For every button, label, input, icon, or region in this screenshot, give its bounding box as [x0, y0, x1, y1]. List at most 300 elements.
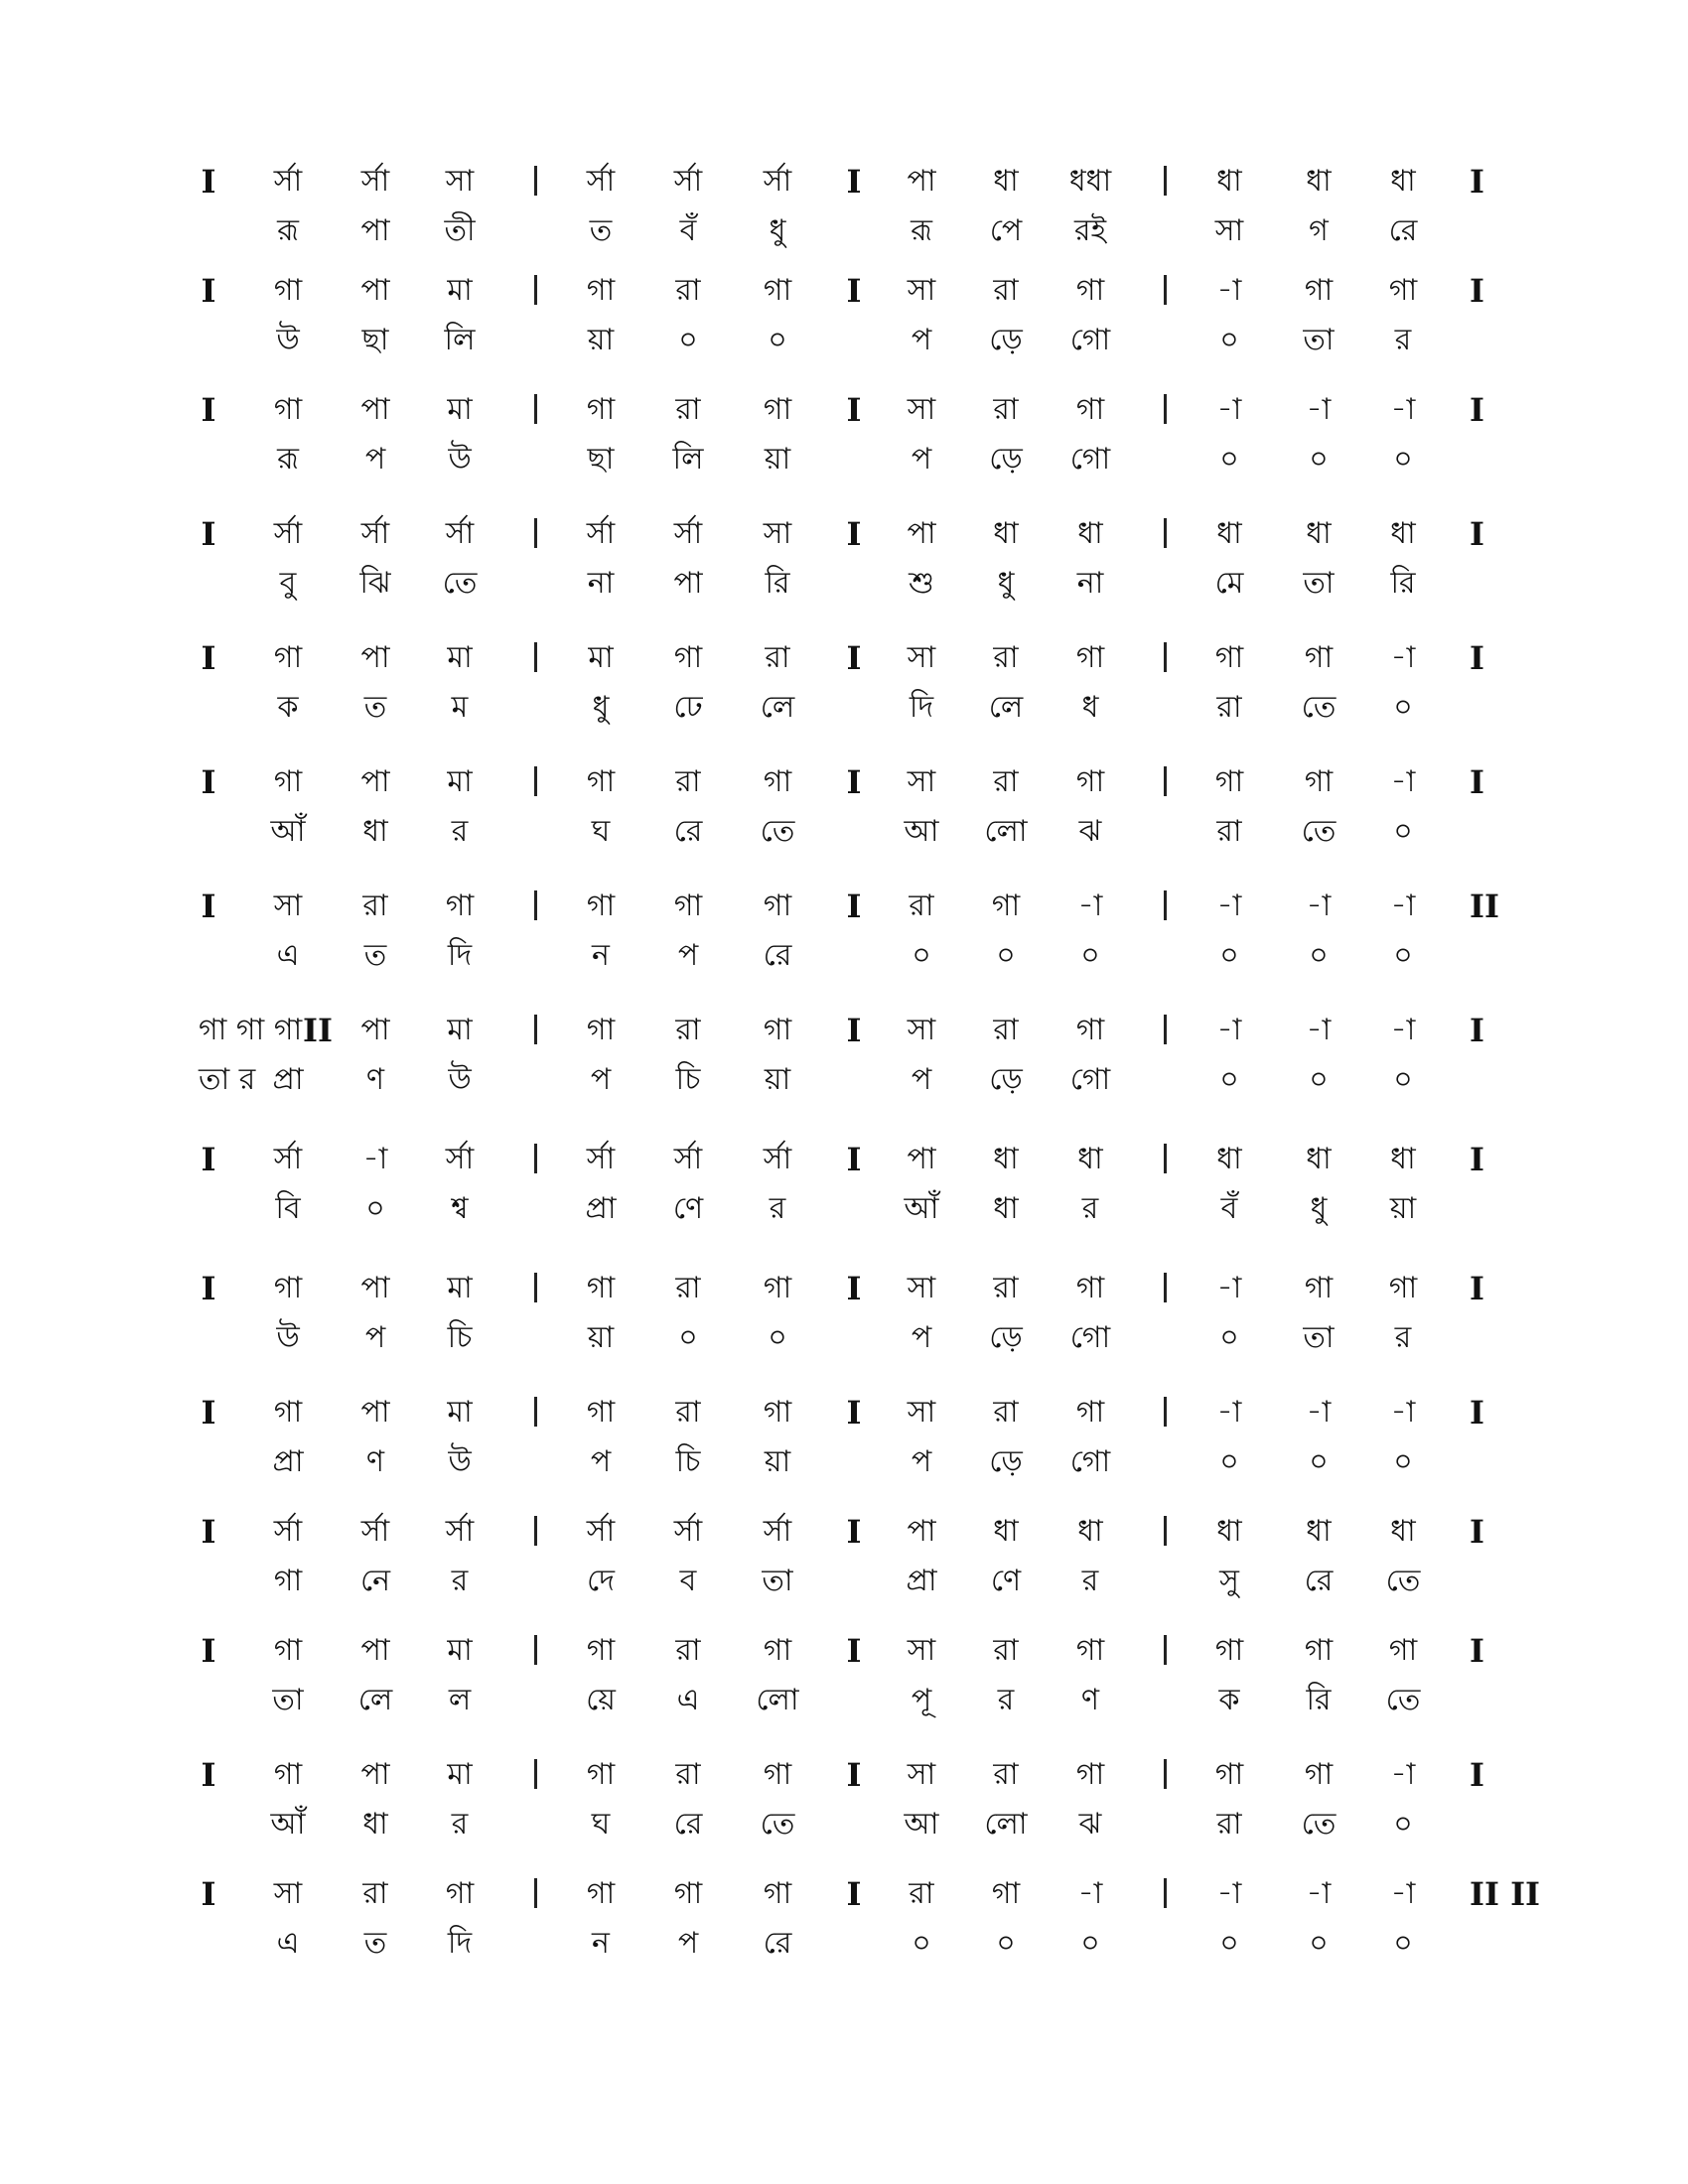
lyric-syllable: পূ	[911, 1683, 932, 1717]
swara-note: -া	[1216, 273, 1242, 308]
lyric-syllable: ণ	[365, 1062, 385, 1097]
lyric-syllable: চি	[675, 1062, 701, 1097]
lyric-syllable: তা	[1303, 323, 1335, 357]
section-mark: I	[846, 1141, 862, 1178]
notation-row	[0, 1142, 1688, 1251]
swara-note: গা	[673, 1876, 703, 1911]
notation-row	[0, 1876, 1688, 1985]
swara-note: ধা	[993, 1514, 1019, 1549]
lyric-syllable: মে	[1214, 566, 1244, 601]
lyric-syllable: প	[590, 1062, 612, 1097]
bar-divider	[1164, 1397, 1167, 1427]
lyric-syllable: শু	[909, 566, 934, 601]
lyric-syllable: না	[587, 566, 615, 601]
swara-note: র্সা	[273, 516, 303, 551]
lyric-syllable: আঁ	[270, 814, 306, 849]
swara-note: গা	[1075, 273, 1105, 308]
end-barline: I	[1470, 515, 1484, 553]
lyric-syllable: ০	[1393, 1062, 1413, 1097]
start-barline: II	[303, 1012, 333, 1049]
swara-note: গা	[586, 888, 616, 923]
bar-divider	[534, 1273, 537, 1302]
lyric-syllable: রে	[763, 1926, 792, 1961]
lyric-syllable: দে	[587, 1564, 615, 1598]
swara-note: -া	[1216, 1013, 1242, 1047]
bar-divider	[1164, 394, 1167, 424]
swara-note: সা	[907, 1757, 936, 1792]
notation-row	[0, 764, 1688, 874]
lyric-syllable: প্রা	[272, 1062, 304, 1097]
swara-note: গা	[1214, 764, 1244, 799]
swara-note: গা	[763, 1395, 792, 1430]
bar-divider	[1164, 1635, 1167, 1665]
lyric-syllable: ০	[1219, 1926, 1239, 1961]
swara-note: পা	[907, 1142, 936, 1176]
lyric-syllable: ০	[1393, 442, 1413, 477]
swara-note: গা	[586, 273, 616, 308]
swara-note: -া	[1306, 1395, 1332, 1430]
swara-note: ধা	[1216, 164, 1242, 199]
prefix-lyric: তা র	[199, 1062, 256, 1097]
swara-note: গা	[763, 392, 792, 427]
lyric-syllable: রি	[1306, 1683, 1332, 1717]
swara-note: গা	[1388, 1271, 1418, 1305]
swara-note: -া	[1077, 888, 1103, 923]
bar-divider	[534, 518, 537, 548]
lyric-syllable: য়া	[764, 1062, 791, 1097]
lyric-syllable: উ	[448, 1444, 472, 1479]
lyric-syllable: র	[451, 1807, 469, 1842]
swara-note: গা	[1304, 1271, 1334, 1305]
swara-note: গা	[1214, 1757, 1244, 1792]
end-barline: I	[1470, 639, 1484, 677]
lyric-syllable: ০	[768, 323, 787, 357]
lyric-syllable: য়া	[764, 442, 791, 477]
swara-note: সা	[907, 273, 936, 308]
section-mark: I	[846, 1012, 862, 1049]
lyric-syllable: ধা	[362, 814, 388, 849]
lyric-syllable: তে	[1301, 814, 1336, 849]
lyric-syllable: ধু	[769, 213, 786, 248]
lyric-syllable: ম	[451, 690, 469, 725]
swara-note: র্সা	[445, 1514, 475, 1549]
notation-row	[0, 1514, 1688, 1623]
lyric-syllable: ০	[1219, 1444, 1239, 1479]
swara-note: পা	[360, 1013, 390, 1047]
lyric-syllable: রূ	[911, 213, 932, 248]
swara-note: মা	[447, 273, 473, 308]
swara-note: গা	[1075, 1757, 1105, 1792]
lyric-syllable: ০	[1309, 938, 1329, 973]
swara-note: পা	[360, 392, 390, 427]
swara-note: রা	[675, 764, 701, 799]
bar-divider	[1164, 890, 1167, 920]
lyric-syllable: ত	[589, 213, 613, 248]
start-barline: I	[201, 391, 216, 429]
swara-note: গা	[586, 1633, 616, 1668]
end-barline: I	[1470, 1394, 1484, 1432]
swara-note: পা	[360, 273, 390, 308]
lyric-syllable: তে	[1301, 1807, 1336, 1842]
end-barline: I	[1470, 391, 1484, 429]
swara-note: গা	[1388, 1633, 1418, 1668]
lyric-syllable: ব	[679, 1564, 697, 1598]
swara-note: গা	[1075, 1395, 1105, 1430]
end-barline: I	[1470, 1012, 1484, 1049]
bar-divider	[1164, 642, 1167, 672]
start-barline: I	[201, 1141, 216, 1178]
swara-note: রা	[675, 1013, 701, 1047]
section-mark: I	[846, 1632, 862, 1670]
swara-note: মা	[447, 1395, 473, 1430]
swara-note: পা	[360, 1757, 390, 1792]
lyric-syllable: তে	[1301, 690, 1336, 725]
swara-note: র্সা	[673, 516, 703, 551]
swara-note: -া	[1216, 1271, 1242, 1305]
lyric-syllable: ড়ে	[989, 1444, 1023, 1479]
lyric-syllable: গো	[1069, 1320, 1111, 1355]
swara-note: ধা	[1077, 1142, 1103, 1176]
lyric-syllable: রে	[673, 814, 703, 849]
swara-note: গা	[1388, 273, 1418, 308]
bar-divider	[534, 275, 537, 305]
swara-note: -া	[1390, 392, 1416, 427]
end-barline: I	[1470, 763, 1484, 801]
swara-note: গা	[673, 888, 703, 923]
notation-row	[0, 1271, 1688, 1380]
swara-note: ধা	[1077, 1514, 1103, 1549]
swara-note: গা	[991, 888, 1021, 923]
lyric-syllable: ০	[1393, 1807, 1413, 1842]
swara-note: মা	[588, 640, 614, 675]
bar-divider	[534, 1878, 537, 1908]
swara-note: গা	[763, 1271, 792, 1305]
notation-row	[0, 640, 1688, 750]
swara-note: র্সা	[763, 1514, 792, 1549]
lyric-syllable: য়া	[587, 1320, 615, 1355]
lyric-syllable: ঝ	[1078, 814, 1102, 849]
swara-note: -া	[1216, 392, 1242, 427]
lyric-syllable: ০	[1080, 1926, 1100, 1961]
lyric-syllable: ঝি	[359, 566, 391, 601]
bar-divider	[534, 166, 537, 196]
lyric-syllable: ০	[365, 1191, 385, 1226]
swara-note: পা	[907, 1514, 936, 1549]
swara-note: রা	[362, 888, 388, 923]
lyric-syllable: পা	[360, 213, 390, 248]
lyric-syllable: রি	[765, 566, 790, 601]
lyric-syllable: ঝ	[1078, 1807, 1102, 1842]
notation-row	[0, 1395, 1688, 1504]
bar-divider	[534, 1144, 537, 1173]
swara-note: সা	[445, 164, 475, 199]
lyric-syllable: ০	[1219, 1062, 1239, 1097]
swara-note: ধা	[1077, 516, 1103, 551]
swara-note: গা	[586, 764, 616, 799]
swara-note: গা	[586, 1757, 616, 1792]
lyric-syllable: তে	[1385, 1564, 1421, 1598]
lyric-syllable: প্রা	[585, 1191, 617, 1226]
lyric-syllable: র	[451, 1564, 469, 1598]
swara-note: সা	[907, 1633, 936, 1668]
lyric-syllable: ০	[1080, 938, 1100, 973]
swara-note: গা	[1214, 640, 1244, 675]
swara-note: সা	[907, 640, 936, 675]
lyric-syllable: সু	[1219, 1564, 1239, 1598]
swara-note: গা	[1075, 1271, 1105, 1305]
swara-note: সা	[907, 1271, 936, 1305]
lyric-syllable: পা	[673, 566, 703, 601]
swara-note: গা	[586, 1013, 616, 1047]
section-mark: I	[846, 163, 862, 201]
lyric-syllable: তা	[1303, 1320, 1335, 1355]
end-barline: I	[1470, 1141, 1484, 1178]
start-barline: I	[201, 515, 216, 553]
lyric-syllable: য়ে	[586, 1683, 616, 1717]
swara-note: রা	[765, 640, 790, 675]
lyric-syllable: ত	[363, 1926, 387, 1961]
swara-note: রা	[909, 888, 934, 923]
bar-divider	[534, 642, 537, 672]
swara-note: মা	[447, 764, 473, 799]
start-barline: I	[201, 1394, 216, 1432]
bar-divider	[1164, 1878, 1167, 1908]
notation-row	[0, 164, 1688, 273]
swara-note: -া	[1390, 1395, 1416, 1430]
bar-divider	[1164, 1273, 1167, 1302]
lyric-syllable: ০	[1393, 1926, 1413, 1961]
lyric-syllable: না	[1076, 566, 1104, 601]
lyric-syllable: লে	[988, 690, 1024, 725]
bar-divider	[1164, 1759, 1167, 1789]
lyric-syllable: প	[677, 1926, 699, 1961]
lyric-syllable: ০	[678, 1320, 698, 1355]
swara-note: রা	[675, 1395, 701, 1430]
lyric-syllable: প	[364, 1320, 386, 1355]
notation-row	[0, 1757, 1688, 1866]
lyric-syllable: তা	[272, 1683, 304, 1717]
lyric-syllable: তে	[760, 1807, 795, 1842]
lyric-syllable: য়া	[764, 1444, 791, 1479]
section-mark: I	[846, 1270, 862, 1307]
lyric-syllable: র	[769, 1191, 786, 1226]
swara-note: সা	[907, 1013, 936, 1047]
swara-note: ধা	[1390, 1514, 1416, 1549]
swara-note: -া	[1216, 1876, 1242, 1911]
lyric-syllable: বঁ	[679, 213, 697, 248]
notation-row	[0, 516, 1688, 625]
swara-note: সা	[907, 764, 936, 799]
bar-divider	[1164, 766, 1167, 796]
lyric-syllable: লো	[756, 1683, 799, 1717]
swara-note: র্সা	[445, 1142, 475, 1176]
lyric-syllable: লে	[760, 690, 795, 725]
bar-divider	[534, 1635, 537, 1665]
start-barline: I	[201, 163, 216, 201]
swara-note: মা	[447, 1013, 473, 1047]
swara-note: র্সা	[273, 1142, 303, 1176]
swara-note: গা	[273, 1633, 303, 1668]
swara-note: সা	[763, 516, 792, 551]
swara-note: গা	[273, 392, 303, 427]
swara-note: র্সা	[586, 1514, 616, 1549]
lyric-syllable: রা	[1216, 814, 1242, 849]
lyric-syllable: ধু	[1310, 1191, 1328, 1226]
lyric-syllable: ণ	[1080, 1683, 1100, 1717]
swara-note: ধা	[993, 164, 1019, 199]
swara-note: র্সা	[673, 1142, 703, 1176]
section-mark: I	[846, 763, 862, 801]
swara-note: -া	[1390, 1013, 1416, 1047]
lyric-syllable: প	[911, 323, 932, 357]
lyric-syllable: ড়ে	[989, 1062, 1023, 1097]
lyric-syllable: উ	[448, 442, 472, 477]
lyric-syllable: রি	[1390, 566, 1416, 601]
lyric-syllable: আঁ	[904, 1191, 939, 1226]
swara-note: র্সা	[360, 516, 390, 551]
bar-divider	[1164, 1144, 1167, 1173]
lyric-syllable: ০	[768, 1320, 787, 1355]
swara-note: র্সা	[360, 1514, 390, 1549]
swara-note: -া	[1390, 1876, 1416, 1911]
lyric-syllable: ড়ে	[989, 323, 1023, 357]
lyric-syllable: ড়ে	[989, 442, 1023, 477]
bar-divider	[534, 766, 537, 796]
bar-divider	[1164, 275, 1167, 305]
lyric-syllable: তা	[762, 1564, 793, 1598]
lyric-syllable: প্রা	[906, 1564, 937, 1598]
lyric-syllable: উ	[448, 1062, 472, 1097]
swara-note: -া	[362, 1142, 388, 1176]
swara-note: গা	[273, 1271, 303, 1305]
swara-note: সা	[907, 392, 936, 427]
swara-note: গা	[445, 888, 475, 923]
end-barline: I	[1470, 1756, 1484, 1794]
start-barline: I	[201, 887, 216, 925]
swara-note: মা	[447, 392, 473, 427]
lyric-syllable: রে	[673, 1807, 703, 1842]
end-barline: I	[1470, 272, 1484, 310]
swara-note: রা	[993, 640, 1019, 675]
section-mark: I	[846, 1394, 862, 1432]
start-barline: I	[201, 272, 216, 310]
lyric-syllable: গো	[1069, 1444, 1111, 1479]
notation-row	[0, 273, 1688, 382]
swara-note: মা	[447, 640, 473, 675]
swara-note: ধা	[1390, 1142, 1416, 1176]
swara-note: পা	[907, 516, 936, 551]
swara-note: গা	[1075, 640, 1105, 675]
lyric-syllable: বঁ	[1220, 1191, 1238, 1226]
swara-note: ধা	[1306, 516, 1332, 551]
swara-note: রা	[675, 273, 701, 308]
swara-note: গা	[763, 273, 792, 308]
swara-note: র্সা	[360, 164, 390, 199]
lyric-syllable: রা	[1216, 690, 1242, 725]
swara-note: র্সা	[586, 1142, 616, 1176]
swara-note: ধা	[1306, 164, 1332, 199]
bar-divider	[534, 394, 537, 424]
start-barline: I	[201, 1270, 216, 1307]
lyric-syllable: আঁ	[270, 1807, 306, 1842]
swara-note: র্সা	[273, 164, 303, 199]
lyric-syllable: ঘ	[591, 1807, 611, 1842]
lyric-syllable: ণ	[365, 1444, 385, 1479]
swara-note: রা	[993, 273, 1019, 308]
swara-note: গা	[273, 273, 303, 308]
bar-divider	[1164, 1015, 1167, 1044]
swara-note: ধা	[1306, 1514, 1332, 1549]
swara-note: ধা	[1306, 1142, 1332, 1176]
bar-divider	[1164, 166, 1167, 196]
end-barline: I	[1470, 163, 1484, 201]
lyric-syllable: তে	[760, 814, 795, 849]
lyric-syllable: ধ	[1081, 690, 1099, 725]
lyric-syllable: উ	[276, 1320, 300, 1355]
lyric-syllable: গো	[1069, 323, 1111, 357]
bar-divider	[534, 1516, 537, 1546]
lyric-syllable: ধা	[993, 1191, 1019, 1226]
lyric-syllable: প	[911, 1320, 932, 1355]
lyric-syllable: ০	[1393, 814, 1413, 849]
swara-note: গা	[1304, 764, 1334, 799]
start-barline: I	[201, 1513, 216, 1551]
lyric-syllable: তে	[1385, 1683, 1421, 1717]
notation-row	[0, 392, 1688, 501]
swara-note: রা	[993, 764, 1019, 799]
bar-divider	[534, 1397, 537, 1427]
swara-note: গা	[1304, 640, 1334, 675]
lyric-syllable: ০	[1393, 1444, 1413, 1479]
swara-note: গা	[763, 1757, 792, 1792]
swara-note: -া	[1390, 764, 1416, 799]
lyric-syllable: আ	[904, 814, 939, 849]
swara-note: সা	[273, 888, 303, 923]
lyric-syllable: ০	[1219, 442, 1239, 477]
lyric-syllable: চি	[675, 1444, 701, 1479]
lyric-syllable: প	[911, 1062, 932, 1097]
lyric-syllable: ০	[1309, 442, 1329, 477]
swara-note: রা	[993, 1633, 1019, 1668]
lyric-syllable: রে	[1304, 1564, 1334, 1598]
lyric-syllable: চি	[447, 1320, 473, 1355]
swara-note: গা	[763, 1633, 792, 1668]
swara-note: ধা	[1390, 516, 1416, 551]
lyric-syllable: ছা	[587, 442, 615, 477]
lyric-syllable: তে	[442, 566, 478, 601]
lyric-syllable: তা	[1303, 566, 1335, 601]
lyric-syllable: ০	[1219, 938, 1239, 973]
swara-note: রা	[675, 1271, 701, 1305]
lyric-syllable: প	[677, 938, 699, 973]
lyric-syllable: ০	[1393, 690, 1413, 725]
swara-note: গা	[763, 888, 792, 923]
end-barline: I	[1470, 1270, 1484, 1307]
swara-note: রা	[909, 1876, 934, 1911]
lyric-syllable: ০	[1219, 1320, 1239, 1355]
swara-note: গা	[763, 1013, 792, 1047]
lyric-syllable: র	[1081, 1564, 1099, 1598]
lyric-syllable: ণে	[990, 1564, 1022, 1598]
swara-note: গা	[445, 1876, 475, 1911]
swara-note: গা	[1304, 1757, 1334, 1792]
swara-note: ধা	[1390, 164, 1416, 199]
lyric-syllable: লে	[357, 1683, 393, 1717]
lyric-syllable: র	[1394, 323, 1412, 357]
swara-note: পা	[360, 1271, 390, 1305]
start-barline: I	[201, 1632, 216, 1670]
end-barline: II II	[1470, 1875, 1541, 1913]
